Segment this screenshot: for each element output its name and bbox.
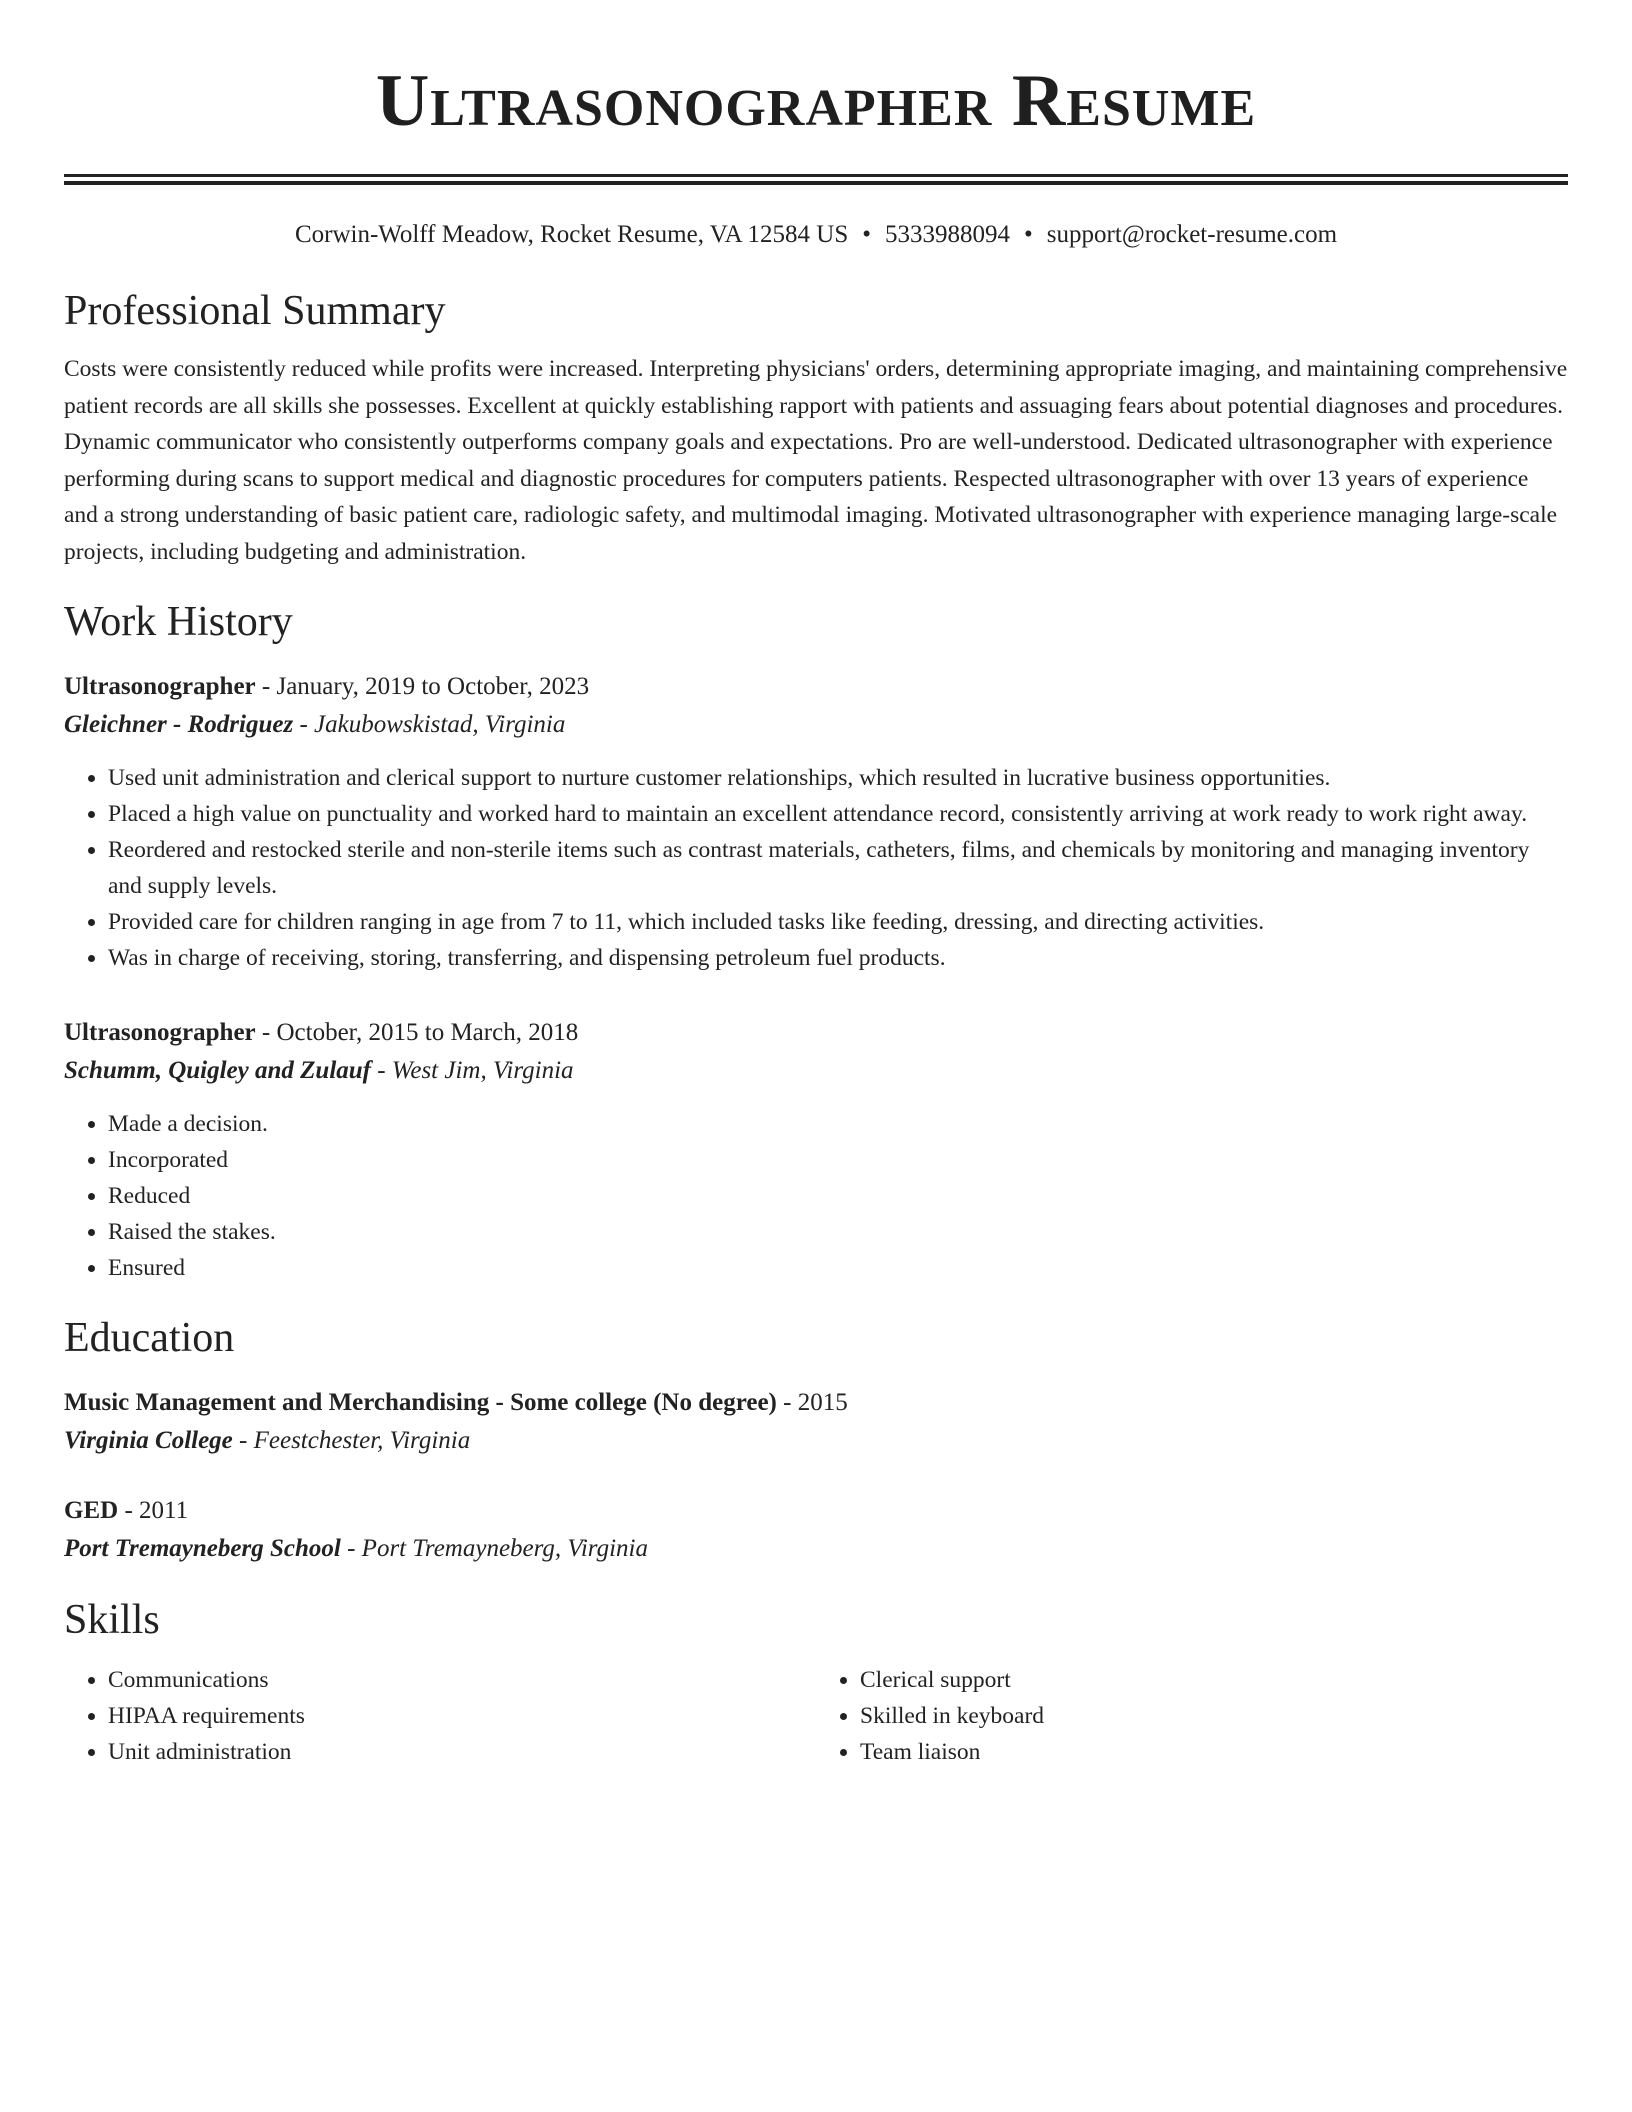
- education-degree-line: [64, 1384, 1568, 1422]
- list-item: • Made a decision.: [108, 1106, 1568, 1142]
- list-item: • Was in charge of receiving, storing, transferring, and dispensing petroleum fuel products.: [108, 940, 1568, 976]
- education-school: Port Tremayneberg School: [64, 1535, 341, 1562]
- list-item: • Provided care for children ranging in age from 7 to 11, which included tasks like feeding, dressing, and directing activities.: [108, 904, 1568, 940]
- work-history-section: [64, 594, 1568, 1286]
- title-divider: [64, 174, 1568, 185]
- list-item: • Raised the stakes.: [108, 1214, 1568, 1250]
- contact-address: Corwin-Wolff Meadow, Rocket Resume, VA 12584 US: [294, 221, 849, 248]
- dash: -: [239, 1427, 248, 1454]
- skill-item: • HIPAA requirements: [108, 1698, 816, 1734]
- list-item: • Reordered and restocked sterile and non-sterile items such as contrast materials, catheters, films, and chemicals by monitoring and managing inventory and supply levels.: [108, 832, 1568, 904]
- list-item: • Used unit administration and clerical support to nurture customer relationships, which resulted in lucrative business opportunities.: [108, 760, 1568, 796]
- list-item: • Placed a high value on punctuality and worked hard to maintain an excellent attendance record, consistently arriving at work ready to work right away.: [108, 796, 1568, 832]
- education-heading: Education: [64, 1315, 235, 1361]
- education-location: Feestchester, Virginia: [253, 1427, 471, 1454]
- education-degree: Music Management and Merchandising - Some college (No degree): [64, 1389, 777, 1416]
- list-item: • Ensured: [108, 1250, 1568, 1286]
- skills-heading: Skills: [64, 1597, 160, 1643]
- education-degree: GED: [64, 1497, 119, 1524]
- dash: -: [377, 1057, 386, 1084]
- education-location: Port Tremayneberg, Virginia: [361, 1535, 648, 1562]
- education-year: 2011: [139, 1497, 189, 1524]
- skill-item: • Clerical support: [860, 1662, 1568, 1698]
- summary-text: Costs were consistently reduced while profits were increased. Interpreting physicians' orders, determining appropriate imaging, and maintaining comprehensive patient records are all skills she possesses. Excellent at quickly establishing rapport with patients and assuaging fears about potential diagnoses and procedures. Dynamic communicator who consistently outperforms company goals and expectations. Pro are well-understood. Dedicated ultrasonographer with experience performing during scans to support medical and diagnostic procedures for computers patients. Respected ultrasonographer with over 13 years of experience and a strong understanding of basic patient care, radiologic safety, and multimodal imaging. Motivated ultrasonographer with experience managing large-scale projects, including budgeting and administration.: [64, 356, 1568, 565]
- resume-title: Ultrasonographer Resume: [375, 60, 1257, 142]
- job-entry: [64, 1014, 1568, 1286]
- job-title-line: [64, 1014, 1568, 1052]
- dash: -: [124, 1497, 133, 1524]
- job-bullets: [64, 760, 1568, 976]
- list-item: • Reduced: [108, 1178, 1568, 1214]
- job-company: Schumm, Quigley and Zulauf: [64, 1057, 371, 1084]
- dash: -: [299, 711, 308, 738]
- job-entry: [64, 668, 1568, 976]
- job-location: Jakubowskistad, Virginia: [314, 711, 566, 738]
- contact-line: [64, 217, 1568, 253]
- education-entry: [64, 1492, 1568, 1568]
- skills-section: [64, 1592, 1568, 1770]
- job-company: Gleichner - Rodriguez: [64, 711, 294, 738]
- contact-email: support@rocket-resume.com: [1046, 221, 1338, 248]
- education-section: [64, 1310, 1568, 1568]
- contact-phone: 5333988094: [885, 221, 1010, 248]
- education-year: 2015: [797, 1389, 848, 1416]
- education-entry: [64, 1384, 1568, 1460]
- dash: -: [261, 1019, 271, 1046]
- job-dates: January, 2019 to October, 2023: [276, 673, 590, 700]
- skills-column-right: [816, 1662, 1568, 1770]
- job-bullets: [64, 1106, 1568, 1286]
- dash: -: [261, 673, 271, 700]
- skills-column-left: [64, 1662, 816, 1770]
- job-company-line: [64, 706, 1568, 744]
- education-school: Virginia College: [64, 1427, 233, 1454]
- skill-item: • Communications: [108, 1662, 816, 1698]
- education-degree-line: [64, 1492, 1568, 1530]
- skill-item: • Unit administration: [108, 1734, 816, 1770]
- job-location: West Jim, Virginia: [391, 1057, 574, 1084]
- contact-separator: •: [862, 221, 871, 248]
- education-school-line: [64, 1530, 1568, 1568]
- job-title-line: [64, 668, 1568, 706]
- skill-item: • Skilled in keyboard: [860, 1698, 1568, 1734]
- summary-heading: Professional Summary: [64, 288, 446, 334]
- skill-item: • Team liaison: [860, 1734, 1568, 1770]
- job-title: Ultrasonographer: [64, 1019, 256, 1046]
- education-school-line: [64, 1422, 1568, 1460]
- summary-section: [64, 283, 1568, 570]
- job-company-line: [64, 1052, 1568, 1090]
- dash: -: [783, 1389, 792, 1416]
- work-history-heading: Work History: [64, 599, 293, 645]
- skills-grid: [64, 1662, 1568, 1770]
- dash: -: [347, 1535, 356, 1562]
- contact-separator: •: [1024, 221, 1033, 248]
- list-item: • Incorporated: [108, 1142, 1568, 1178]
- job-title: Ultrasonographer: [64, 673, 256, 700]
- job-dates: October, 2015 to March, 2018: [276, 1019, 579, 1046]
